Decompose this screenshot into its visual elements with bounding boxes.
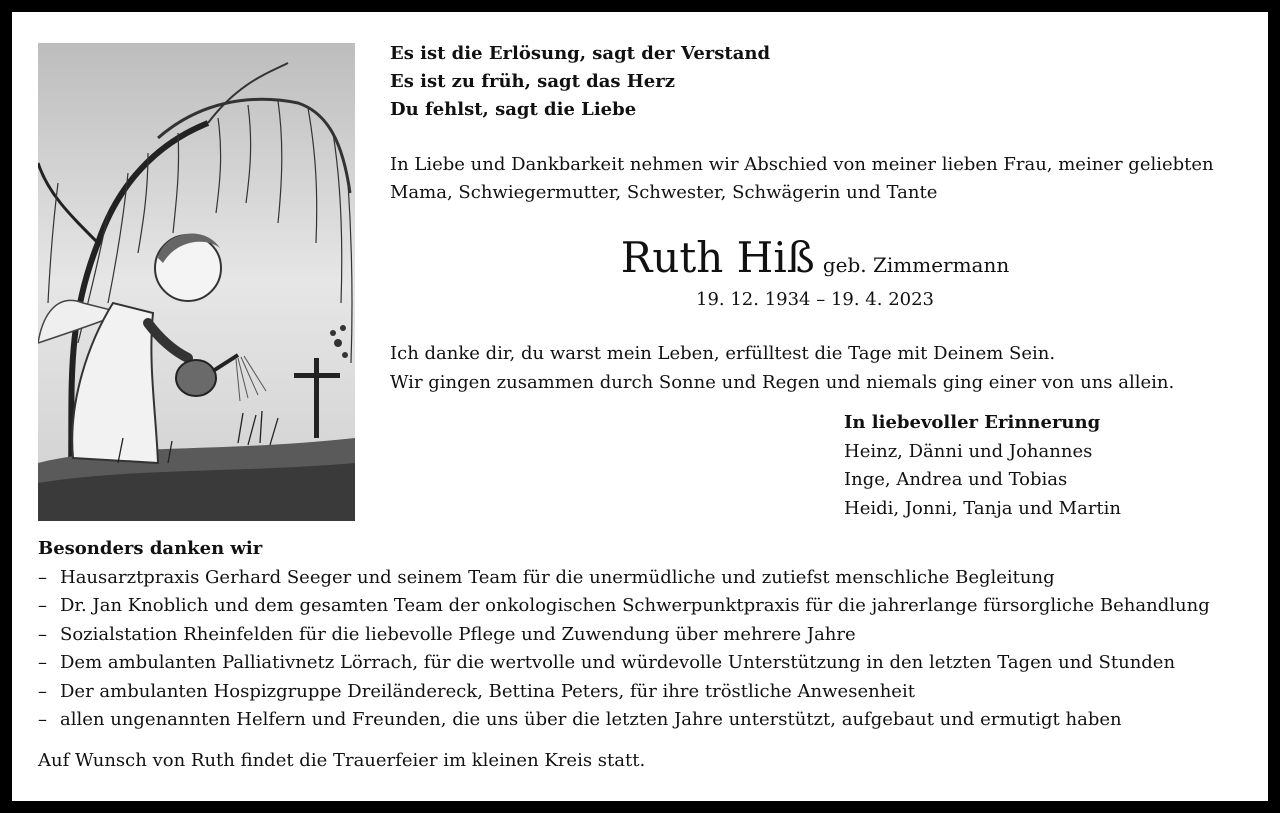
thanks-item-text: Dem ambulanten Palliativnetz Lörrach, für die wertvolle und würdevolle Unterstützung in den letzten Tagen und Stunden xyxy=(60,652,1176,673)
intro-line: In Liebe und Dankbarkeit nehmen wir Abschied von meiner lieben Frau, meiner geliebten xyxy=(390,154,1214,175)
thanks-item-text: Sozialstation Rheinfelden für die liebevolle Pflege und Zuwendung über mehrere Jahre xyxy=(60,623,856,645)
list-item xyxy=(38,678,1258,707)
thanks-heading: Besonders danken wir xyxy=(38,538,263,559)
maiden-name: geb. Zimmermann xyxy=(822,253,1010,277)
family-member-line: Heinz, Dänni und Johannes xyxy=(844,440,1093,462)
bullet-dash: – xyxy=(38,623,47,645)
motto-line: Du fehlst, sagt die Liebe xyxy=(390,99,637,120)
thanks-item-text: Der ambulanten Hospizgruppe Dreiländereck, Bettina Peters, für ihre tröstliche Anwesenheit xyxy=(60,680,915,702)
motto-line: Es ist die Erlösung, sagt der Verstand xyxy=(390,43,771,64)
thanks-section xyxy=(38,535,1258,735)
bullet-dash: – xyxy=(38,680,47,702)
thanks-list xyxy=(38,564,1258,735)
angel-illustration xyxy=(38,43,355,521)
deceased-block xyxy=(390,234,1240,311)
thanks-item-text: Dr. Jan Knoblich und dem gesamten Team der onkologischen Schwerpunktpraxis für die jahrerlange fürsorgliche Behandlung xyxy=(60,595,1210,616)
thanks-item-text: allen ungenannten Helfern und Freunden, die uns über die letzten Jahre unterstützt, aufgebaut und ermutigt haben xyxy=(60,709,1122,730)
list-item xyxy=(38,564,1258,593)
family-signature xyxy=(844,409,1121,523)
obituary-card xyxy=(12,12,1268,801)
list-item xyxy=(38,649,1258,678)
list-item xyxy=(38,592,1258,621)
deceased-name-line xyxy=(390,234,1240,289)
bullet-dash: – xyxy=(38,652,47,673)
angel-willow-drawing xyxy=(38,43,355,521)
family-heading: In liebevoller Erinnerung xyxy=(844,412,1101,433)
life-dates: 19. 12. 1934 – 19. 4. 2023 xyxy=(696,289,934,310)
quote-line: Ich danke dir, du warst mein Leben, erfülltest die Tage mit Deinem Sein. xyxy=(390,343,1056,364)
intro-line: Mama, Schwiegermutter, Schwester, Schwägerin und Tante xyxy=(390,182,938,203)
list-item xyxy=(38,706,1258,735)
bullet-dash: – xyxy=(38,595,47,616)
bullet-dash: – xyxy=(38,566,47,588)
thanks-item-text: Hausarztpraxis Gerhard Seeger und seinem Team für die unermüdliche und zutiefst menschliche Begleitung xyxy=(60,566,1055,588)
motto-line: Es ist zu früh, sagt das Herz xyxy=(390,71,675,92)
motto-verse xyxy=(390,40,770,124)
deceased-name: Ruth Hiß xyxy=(620,233,815,282)
family-member-line: Inge, Andrea und Tobias xyxy=(844,469,1068,490)
closing-note: Auf Wunsch von Ruth findet die Trauerfeier im kleinen Kreis statt. xyxy=(38,750,646,771)
memorial-quote xyxy=(390,339,1174,397)
family-member-line: Heidi, Jonni, Tanja und Martin xyxy=(844,497,1122,519)
quote-line: Wir gingen zusammen durch Sonne und Regen und niemals ging einer von uns allein. xyxy=(390,372,1175,393)
list-item xyxy=(38,621,1258,650)
bullet-dash: – xyxy=(38,709,47,730)
farewell-intro xyxy=(390,151,1250,207)
